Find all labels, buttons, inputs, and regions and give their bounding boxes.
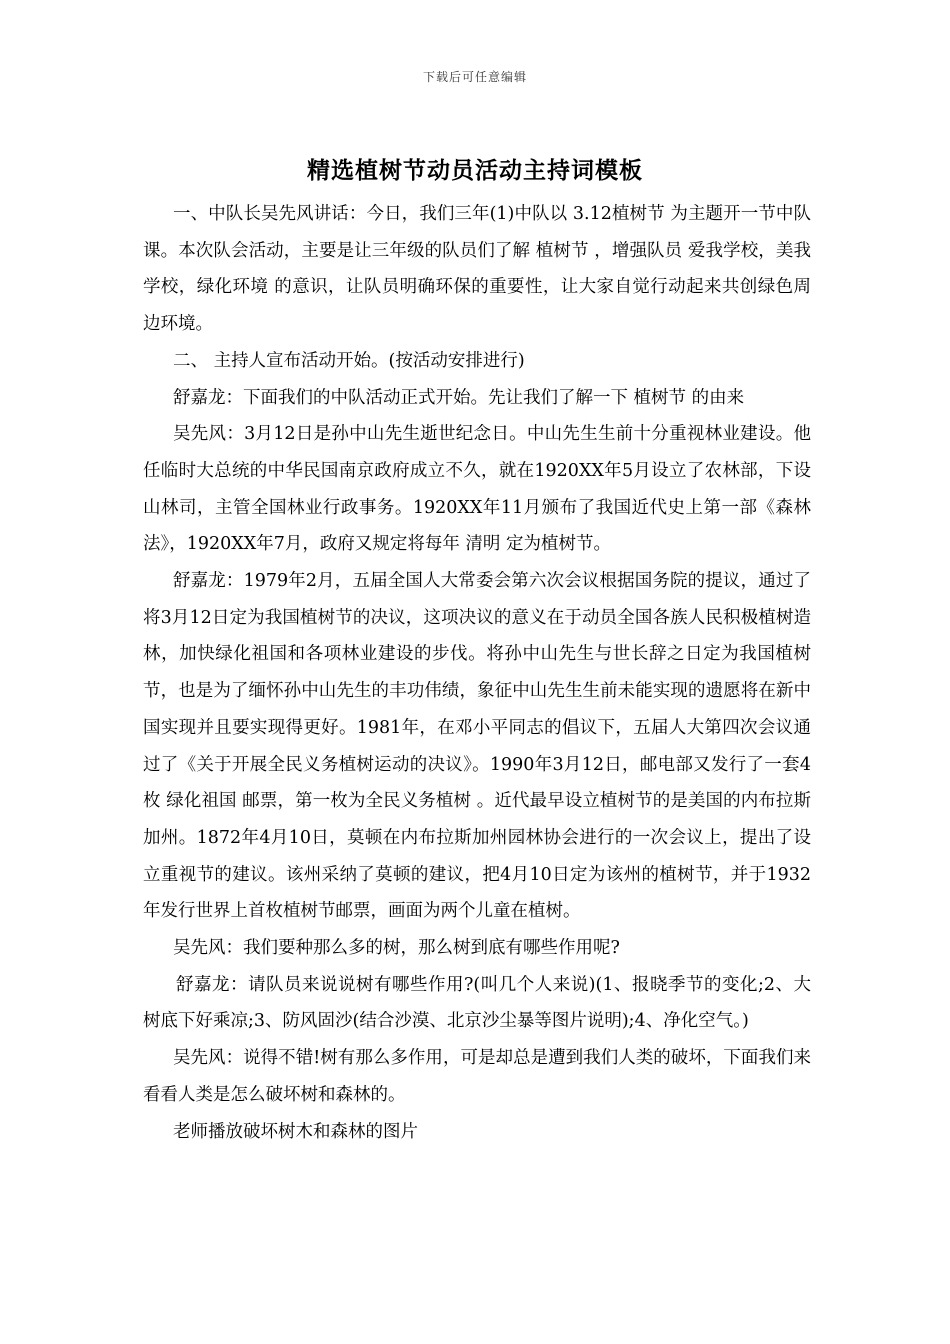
paragraph-destruction: 吴先风：说得不错!树有那么多作用，可是却总是遭到我们人类的破坏，下面我们来看看人类是怎么破坏树和森林的。 bbox=[143, 1048, 811, 1105]
paragraph-history: 吴先风：3月12日是孙中山先生逝世纪念日。中山先生生前十分重视林业建设。他任临时大总统的中华民国南京政府成立不久，就在1920XX年5月设立了农林部，下设山林司，主管全国林业行政事务。1920XX年11月颁布了我国近代史上第一部《森林法》，1920XX年7月，政府又规定将每年 清明 定为植树节。 bbox=[143, 424, 811, 555]
paragraph-teacher: 老师播放破坏树木和森林的图片 bbox=[173, 1121, 418, 1142]
document-body bbox=[143, 196, 811, 1150]
paragraph-tree-uses: 舒嘉龙：请队员来说说树有哪些作用?(叫几个人来说)(1、报晓季节的变化;2、大树底下好乘凉;3、防风固沙(结合沙漠、北京沙尘暴等图片说明);4、净化空气。) bbox=[143, 974, 811, 1032]
paragraph-intro: 一、中队长吴先风讲话：今日，我们三年(1)中队以 3.12植树节 为主题开一节中队课。本次队会活动，主要是让三年级的队员们了解 植树节 ，增强队员 爱我学校，美我学校，绿化环境 的意识，让队员明确环保的重要性，让大家自觉行动起来共创绿色周边环境。 bbox=[143, 204, 811, 335]
paragraph-origin-question: 舒嘉龙：下面我们的中队活动正式开始。先让我们了解一下 植树节 的由来 bbox=[173, 387, 745, 408]
page-header: 下载后可任意编辑 bbox=[422, 70, 527, 84]
paragraph-arbor-day: 舒嘉龙：1979年2月，五届全国人大常委会第六次会议根据国务院的提议，通过了将3月12日定为我国植树节的决议，这项决议的意义在于动员全国各族人民积极植树造林，加快绿化祖国和各项林业建设的步伐。将孙中山先生与世长辞之日定为我国植树节，也是为了缅怀孙中山先生的丰功伟绩，象征中山先生生前未能实现的遗愿将在新中国实现并且要实现得更好。1981年，在邓小平同志的倡议下，五届人大第四次会议通过了《关于开展全民义务植树运动的决议》。1990年3月12日，邮电部又发行了一套4枚 绿化祖国 邮票，第一枚为全民义务植树 。近代最早设立植树节的是美国的内布拉斯加州。1872年4月10日，莫顿在内布拉斯加州园林协会进行的一次会议上，提出了设立重视节的建议。该州采纳了莫顿的建议，把4月10日定为该州的植树节，并于1932年发行世界上首枚植树节邮票，画面为两个儿童在植树。 bbox=[143, 571, 811, 922]
paragraph-question: 吴先风：我们要种那么多的树，那么树到底有哪些作用呢? bbox=[173, 938, 620, 959]
document-title: 精选植树节动员活动主持词模板 bbox=[307, 158, 643, 184]
paragraph-start: 二、 主持人宣布活动开始。(按活动安排进行) bbox=[173, 350, 525, 371]
